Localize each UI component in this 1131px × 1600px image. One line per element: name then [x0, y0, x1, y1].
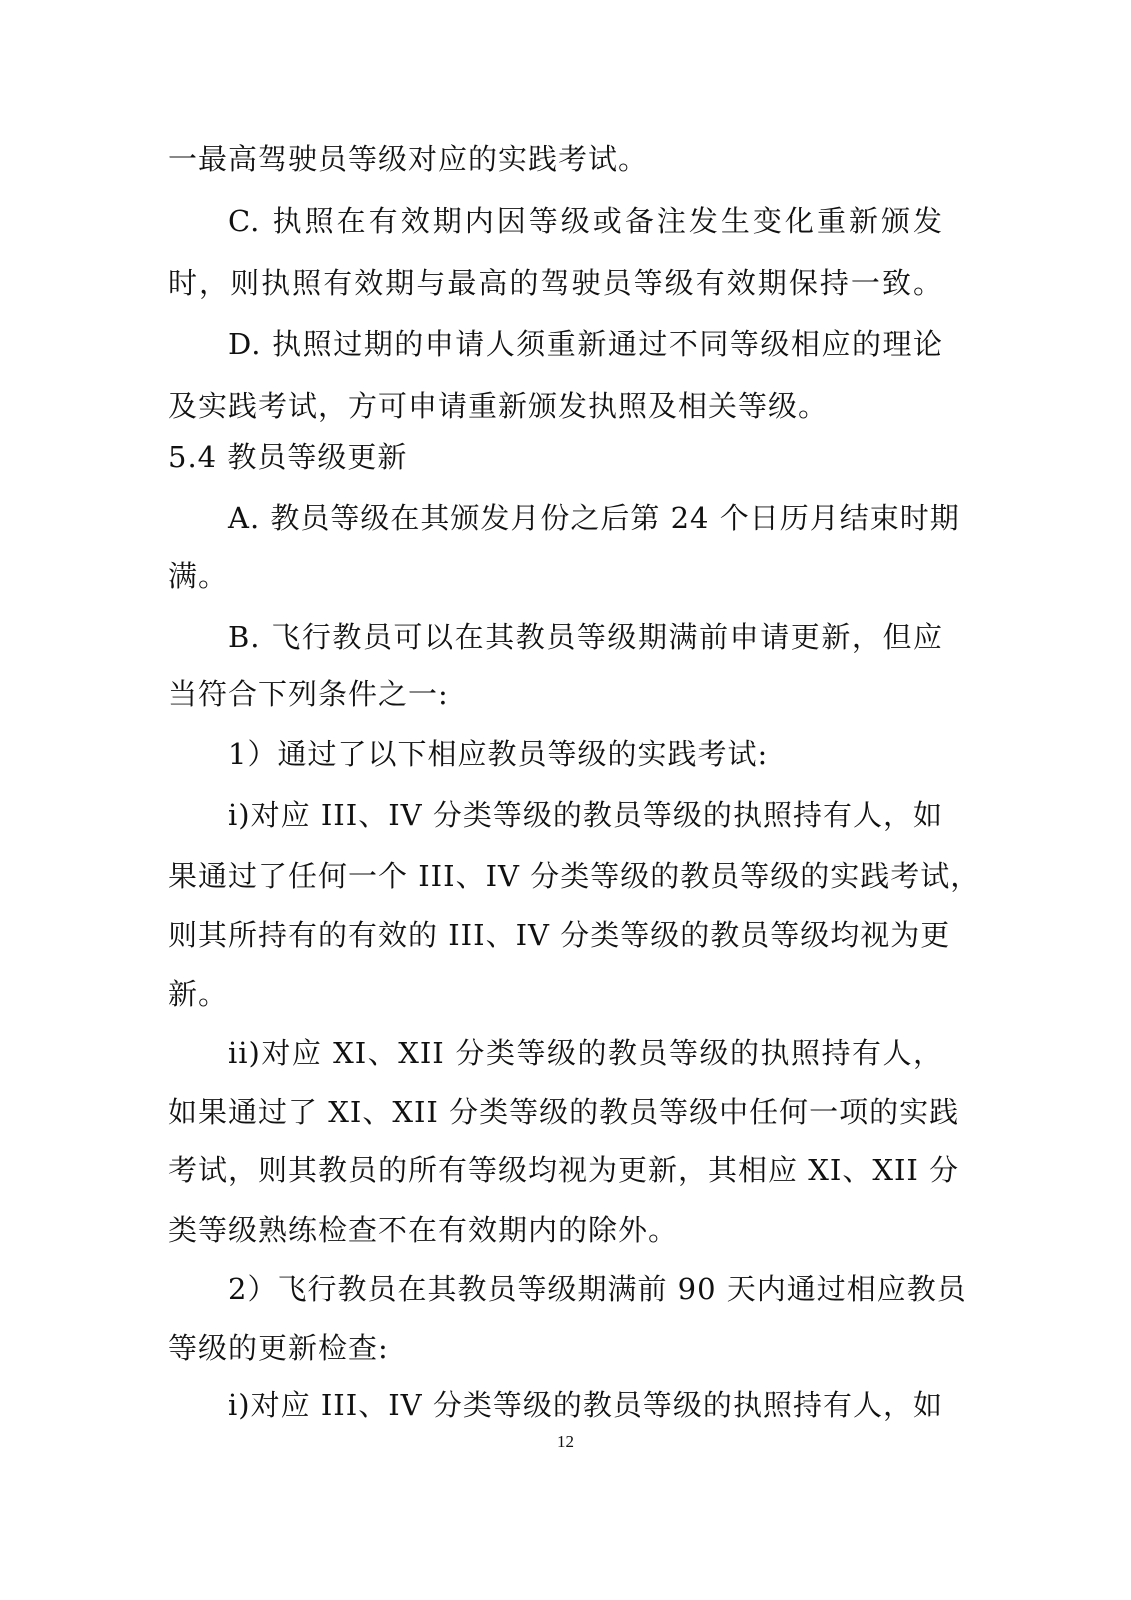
text-line: 类等级熟练检查不在有效期内的除外。 — [168, 1213, 679, 1247]
text-line: B. 飞行教员可以在其教员等级期满前申请更新，但应 — [228, 620, 943, 654]
text-line: i)对应 III、IV 分类等级的教员等级的执照持有人，如 — [228, 1388, 943, 1422]
text-line: 时，则执照有效期与最高的驾驶员等级有效期保持一致。 — [168, 266, 943, 300]
section-heading: 5.4 教员等级更新 — [168, 440, 408, 474]
text-line: 及实践考试，方可申请重新颁发执照及相关等级。 — [168, 389, 829, 423]
text-line: C. 执照在有效期内因等级或备注发生变化重新颁发 — [228, 204, 943, 238]
text-line: 考试，则其教员的所有等级均视为更新，其相应 XI、XII 分 — [168, 1153, 960, 1187]
text-line: 当符合下列条件之一: — [168, 677, 449, 711]
text-line: ii)对应 XI、XII 分类等级的教员等级的执照持有人， — [228, 1036, 943, 1070]
text-line: 果通过了任何一个 III、IV 分类等级的教员等级的实践考试， — [168, 859, 981, 893]
text-line: i)对应 III、IV 分类等级的教员等级的执照持有人，如 — [228, 798, 943, 832]
text-line: 等级的更新检查: — [168, 1331, 389, 1365]
text-line: 如果通过了 XI、XII 分类等级的教员等级中任何一项的实践 — [168, 1095, 960, 1129]
text-line: 新。 — [168, 977, 229, 1011]
text-line: 2）飞行教员在其教员等级期满前 90 天内通过相应教员 — [228, 1272, 967, 1306]
text-line: 1）通过了以下相应教员等级的实践考试: — [228, 737, 769, 771]
text-line: 则其所持有的有效的 III、IV 分类等级的教员等级均视为更 — [168, 918, 951, 952]
page-number: 12 — [557, 1432, 574, 1451]
text-line: D. 执照过期的申请人须重新通过不同等级相应的理论 — [228, 327, 943, 361]
text-line: 一最高驾驶员等级对应的实践考试。 — [168, 142, 649, 176]
text-line: A. 教员等级在其颁发月份之后第 24 个日历月结束时期 — [228, 501, 960, 535]
text-line: 满。 — [168, 559, 229, 593]
